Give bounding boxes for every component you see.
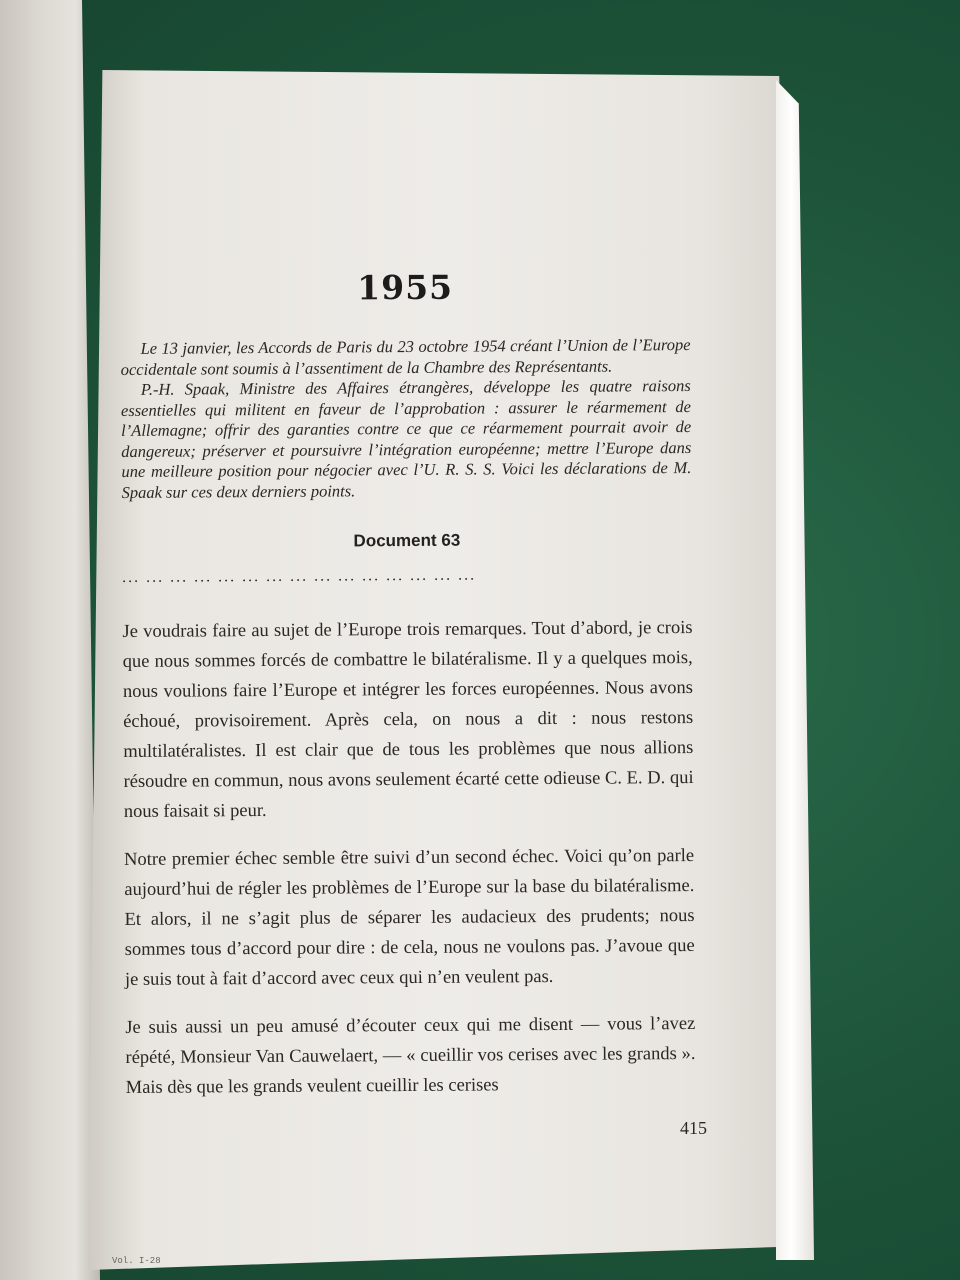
- intro-paragraph: P.-H. Spaak, Ministre des Affaires étrangères, développe les quatre raisons essentielles qui militent en faveur de l’approbation : assurer le réarmement de l’Allemagne; offrir des garanties contre ce que ce réarmement pourrait avoir de dangereux; préserver et poursuivre l’intégration européenne; mettre l’Europe dans une meilleure position pour négocier avec l’U. R. S. S. Voici les déclarations de M. Spaak sur ces deux derniers points.: [120, 376, 692, 502]
- intro-block: [120, 335, 691, 503]
- body-paragraph: Je voudrais faire au sujet de l’Europe trois remarques. Tout d’abord, je crois que nous sommes forcés de combattre le bilatéralisme. Il y a quelques mois, nous voulions faire l’Europe et intégrer les forces européennes. Nous avons échoué, provisoirement. Après cela, on nous a dit : nous restons multilatéralistes. Il est clair que de tous les problèmes que nous allions résoudre en commun, nous avons seulement écarté cette odieuse C. E. D. qui nous faisait si peur.: [122, 618, 694, 822]
- year-heading: 1955: [357, 267, 454, 308]
- body-paragraph: Je suis aussi un peu amusé d’écouter ceux qui me disent — vous l’avez répété, Monsieur Van Cauwelaert, — « cueillir vos cerises avec les grands ». Mais dès que les grands veulent cueillir les cerises: [125, 1014, 696, 1098]
- body-text: [122, 613, 695, 1103]
- ellipsis-line: ... ... ... ... ... ... ... ... ... ... ... ... ... ... ...: [122, 566, 477, 586]
- body-paragraph: Notre premier échec semble être suivi d’un second échec. Voici qu’on parle aujourd’hui de régler les problèmes de l’Europe sur la base du bilatéralisme. Et alors, il ne s’agit plus de séparer les audacieux des prudents; nous sommes tous d’accord pour dire : de cela, nous ne voulons pas. J’avoue que je suis tout à fait d’accord avec ceux qui n’en veulent pas.: [124, 846, 695, 990]
- signature-mark: Vol. I-28: [112, 1256, 161, 1266]
- intro-paragraph: Le 13 janvier, les Accords de Paris du 23 octobre 1954 créant l’Union de l’Europe occidentale sont soumis à l’assentiment de la Chambre des Représentants.: [120, 335, 691, 379]
- document-title: Document 63: [353, 530, 461, 551]
- page-number: 415: [680, 1118, 707, 1138]
- page-content: [120, 266, 696, 1121]
